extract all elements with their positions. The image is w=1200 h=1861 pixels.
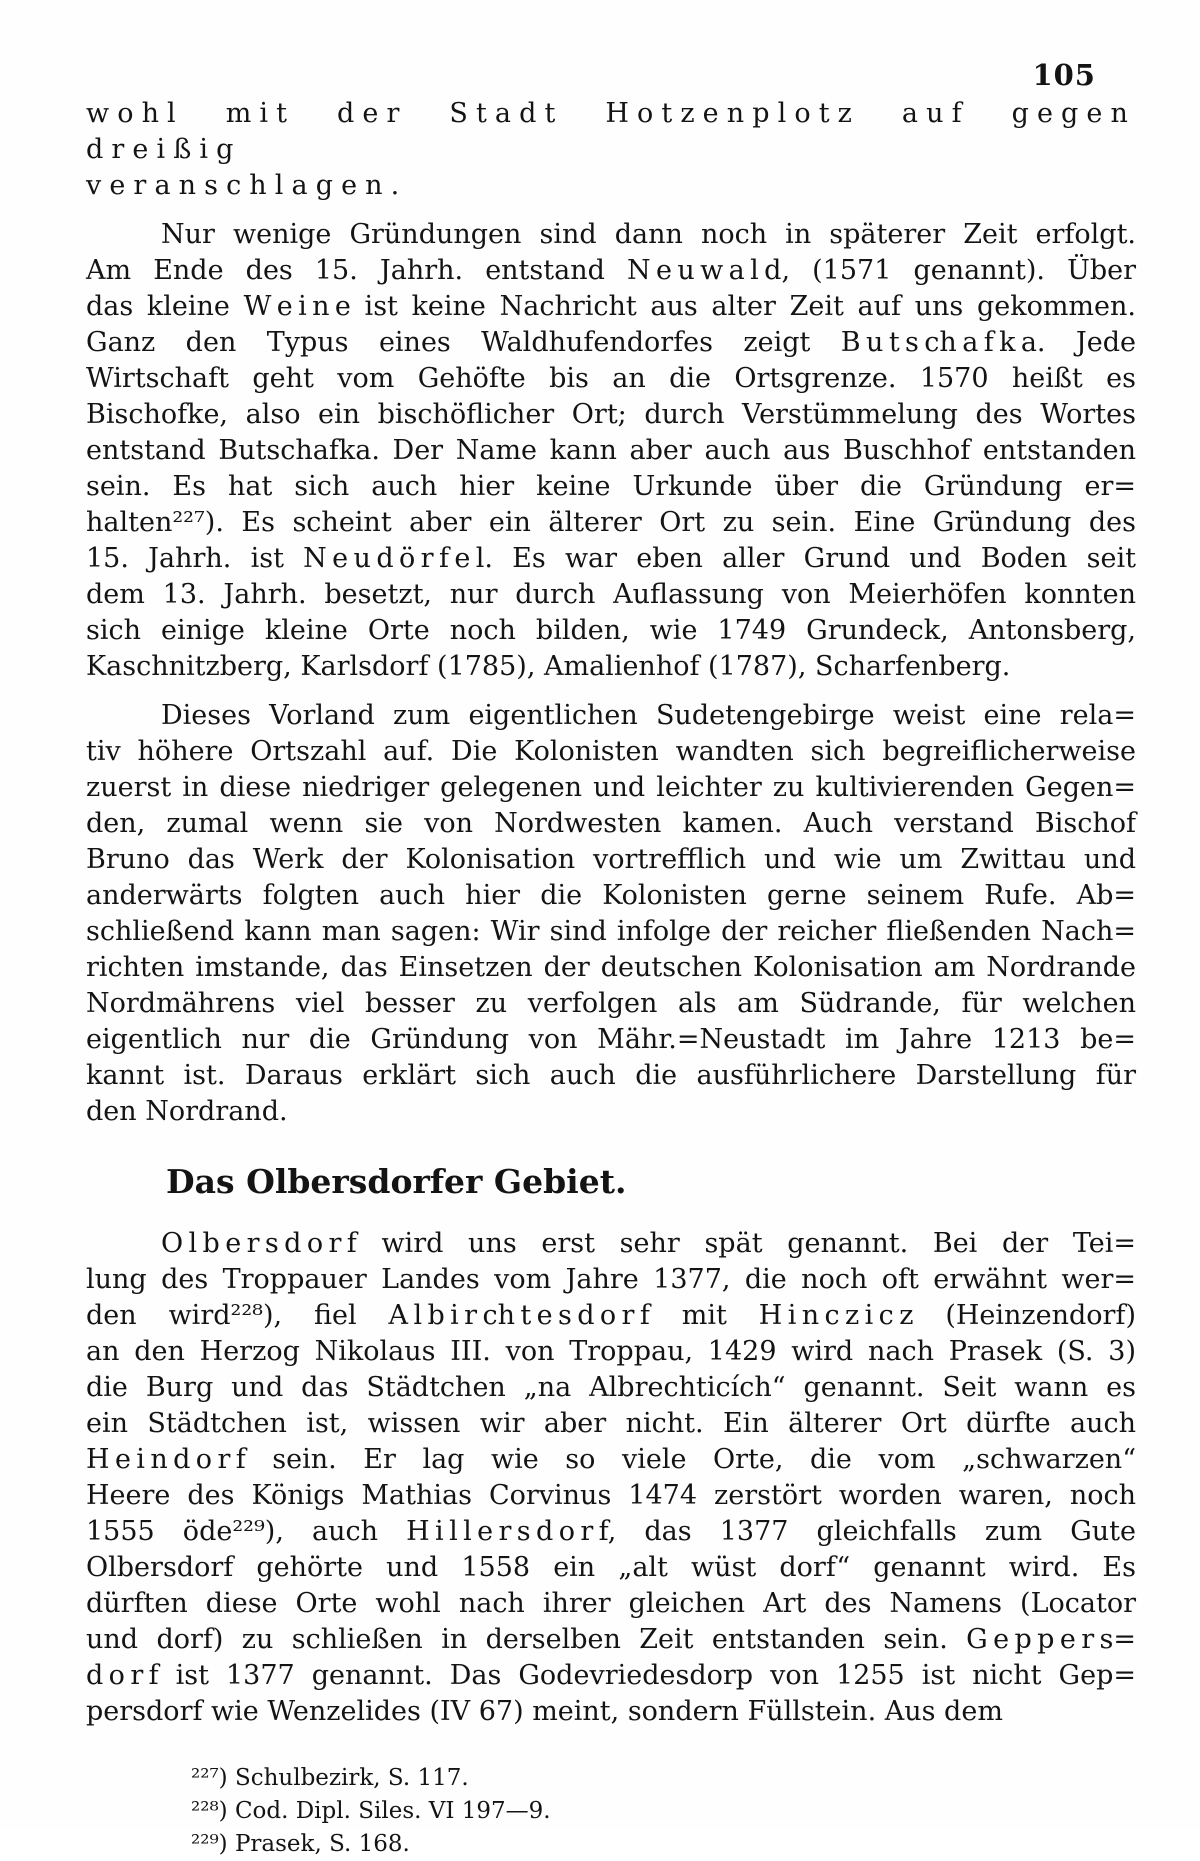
- text-line: an den Herzog Nikolaus III. von Troppau, 1429 wird nach Prasek (S. 3): [86, 1336, 1136, 1367]
- text-line: die Burg und das Städtchen „na Albrechticích“ genannt. Seit wann es: [86, 1372, 1136, 1403]
- text-line: ein Städtchen ist, wissen wir aber nicht. Ein älterer Ort dürfte auch: [86, 1408, 1136, 1439]
- text-line: halten²²⁷). Es scheint aber ein älterer Ort zu sein. Eine Gründung des: [86, 507, 1136, 538]
- text-line: veranschlagen.: [86, 170, 408, 201]
- text-line: sich einige kleine Orte noch bilden, wie 1749 Grundeck, Antonsberg,: [86, 615, 1136, 646]
- text-line: und dorf) zu schließen in derselben Zeit entstanden sein. G e p p e r s=: [86, 1624, 1136, 1655]
- text-line: anderwärts folgten auch hier die Kolonisten gerne seinem Rufe. Ab=: [86, 880, 1136, 911]
- text-line: lung des Troppauer Landes vom Jahre 1377, die noch oft erwähnt wer=: [86, 1264, 1136, 1295]
- text-line: richten imstande, das Einsetzen der deutschen Kolonisation am Nordrande: [86, 952, 1136, 983]
- text-block: [86, 96, 1136, 1861]
- text-line: Olbersdorf gehörte und 1558 ein „alt wüst dorf“ genannt wird. Es: [86, 1552, 1136, 1583]
- text-line: O l b e r s d o r f wird uns erst sehr spät genannt. Bei der Tei=: [161, 1228, 1136, 1259]
- text-line: 15. Jahrh. ist N e u d ö r f e l. Es war eben aller Grund und Boden seit: [86, 543, 1136, 574]
- page-number: 105: [1032, 58, 1096, 92]
- text-line: Wirtschaft geht vom Gehöfte bis an die Ortsgrenze. 1570 heißt es: [86, 363, 1136, 394]
- footnote-227: ²²⁷) Schulbezirk, S. 117.: [191, 1765, 469, 1791]
- text-line: Heere des Königs Mathias Corvinus 1474 zerstört worden waren, noch: [86, 1480, 1136, 1511]
- text-line: den, zumal wenn sie von Nordwesten kamen. Auch verstand Bischof: [86, 808, 1136, 839]
- text-line: kannt ist. Daraus erklärt sich auch die ausführlichere Darstellung für: [86, 1060, 1136, 1091]
- text-line: eigentlich nur die Gründung von Mähr.=Neustadt im Jahre 1213 be=: [86, 1024, 1136, 1055]
- text-line: sein. Es hat sich auch hier keine Urkunde über die Gründung er=: [86, 471, 1136, 502]
- text-line: d o r f ist 1377 genannt. Das Godevriedesdorp von 1255 ist nicht Gep=: [86, 1660, 1136, 1691]
- text-line: 1555 öde²²⁹), auch H i l l e r s d o r f, das 1377 gleichfalls zum Gute: [86, 1516, 1136, 1547]
- text-line: den Nordrand.: [86, 1096, 288, 1127]
- text-line: Bruno das Werk der Kolonisation vortrefflich und wie um Zwittau und: [86, 844, 1136, 875]
- text-line: Nur wenige Gründungen sind dann noch in späterer Zeit erfolgt.: [161, 219, 1136, 250]
- text-line: Kaschnitzberg, Karlsdorf (1785), Amalienhof (1787), Scharfenberg.: [86, 651, 1011, 682]
- footnote-229: ²²⁹) Prasek, S. 168.: [191, 1831, 410, 1857]
- text-line: dem 13. Jahrh. besetzt, nur durch Auflassung von Meierhöfen konnten: [86, 579, 1136, 610]
- paragraph-vorland: [86, 698, 1136, 1130]
- text-line: Am Ende des 15. Jahrh. entstand N e u w a l d, (1571 genannt). Über: [86, 255, 1136, 286]
- text-line: Bischofke, also ein bischöflicher Ort; durch Verstümmelung des Wortes: [86, 399, 1136, 430]
- text-line: Nordmährens viel besser zu verfolgen als am Südrande, für welchen: [86, 988, 1136, 1019]
- text-line: entstand Butschafka. Der Name kann aber auch aus Buschhof entstanden: [86, 435, 1136, 466]
- footnote-228: ²²⁸) Cod. Dipl. Siles. VI 197—9.: [191, 1798, 551, 1824]
- text-line: Dieses Vorland zum eigentlichen Sudetengebirge weist eine rela=: [161, 700, 1136, 731]
- text-line: den wird²²⁸), fiel A l b i r ch t e s d o r f mit H i n c z i c z (Heinzendorf): [86, 1300, 1136, 1331]
- paragraph-olbersdorf: [86, 1226, 1136, 1730]
- text-line: persdorf wie Wenzelides (IV 67) meint, sondern Füllstein. Aus dem: [86, 1696, 1003, 1727]
- section-heading: Das Olbersdorfer Gebiet.: [166, 1162, 627, 1201]
- paragraph-opening: [86, 96, 1136, 204]
- text-line: schließend kann man sagen: Wir sind infolge der reicher fließenden Nach=: [86, 916, 1136, 947]
- text-line: tiv höhere Ortszahl auf. Die Kolonisten wandten sich begreiflicherweise: [86, 736, 1136, 767]
- text-line: zuerst in diese niedriger gelegenen und leichter zu kultivierenden Gegen=: [86, 772, 1136, 803]
- text-line: dürften diese Orte wohl nach ihrer gleichen Art des Namens (Locator: [86, 1588, 1136, 1619]
- text-line: das kleine W e i n e ist keine Nachricht aus alter Zeit auf uns gekommen.: [86, 291, 1136, 322]
- footnotes: [191, 1762, 1136, 1861]
- text-line: Ganz den Typus eines Waldhufendorfes zeigt B u t s ch a f k a. Jede: [86, 327, 1136, 358]
- text-line: H e i n d o r f sein. Er lag wie so viele Orte, die vom „schwarzen“: [86, 1444, 1136, 1475]
- paragraph-neuwald: [86, 217, 1136, 685]
- text-line: wohl mit der Stadt Hotzenplotz auf gegen dreißig: [86, 98, 1136, 165]
